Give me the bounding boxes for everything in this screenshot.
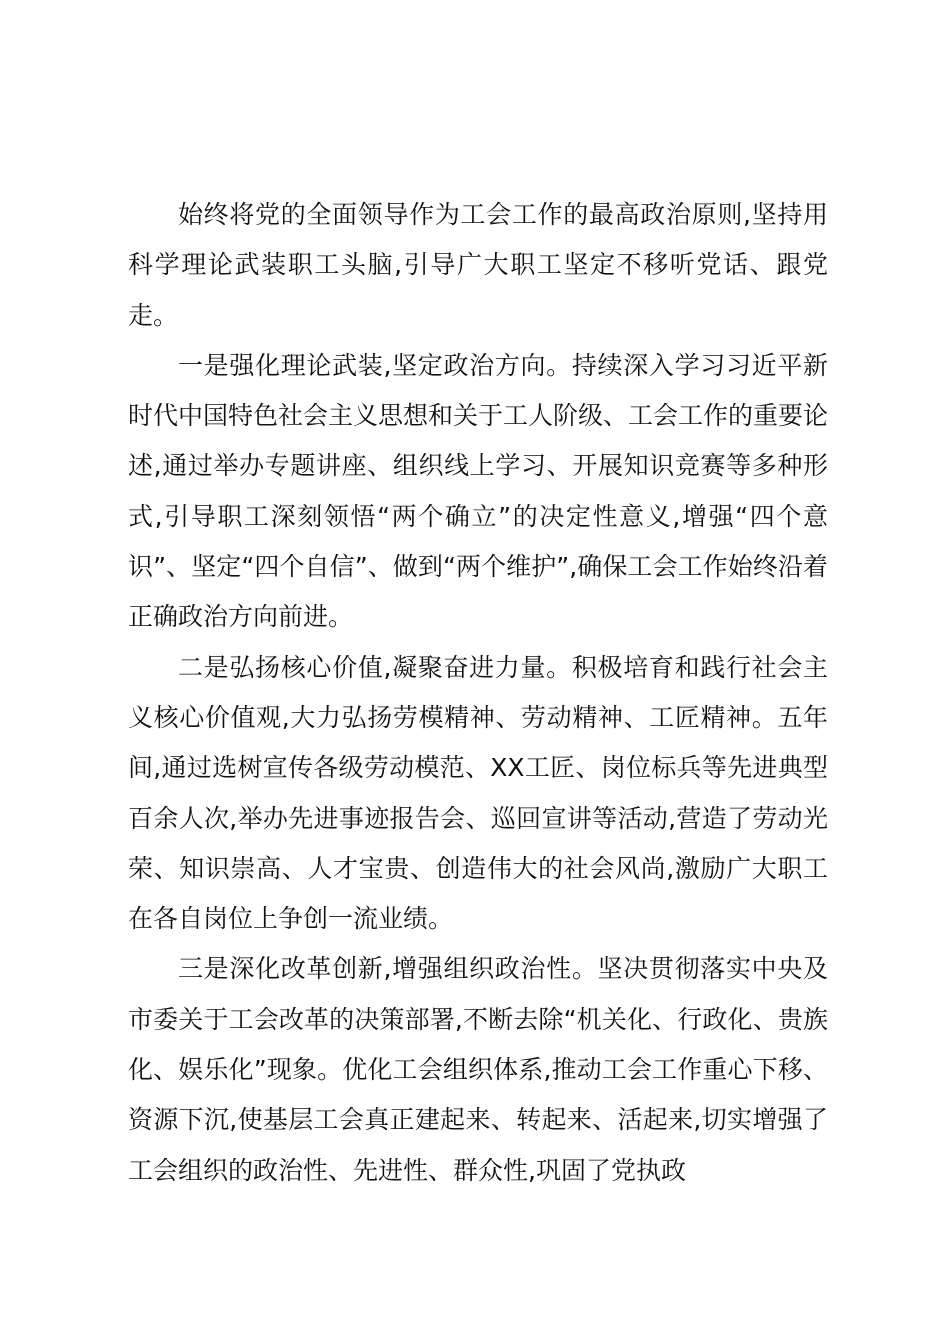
document-body xyxy=(128,190,828,1196)
paragraph-intro: 始终将党的全面领导作为工会工作的最高政治原则,坚持用科学理论武装职工头脑,引导广大职工坚定不移听党话、跟党走。 xyxy=(128,200,828,330)
paragraph-reform-innovation: 三是深化改革创新,增强组织政治性。坚决贯彻落实中央及市委关于工会改革的决策部署,不断去除“机关化、行政化、贵族化、娱乐化”现象。优化工会组织体系,推动工会工作重心下移、资源下沉,使基层工会真正建起来、转起来、活起来,切实增强了工会组织的政治性、先进性、群众性,巩固了党执政 xyxy=(128,954,828,1185)
paragraph-core-values: 二是弘扬核心价值,凝聚奋进力量。积极培育和践行社会主义核心价值观,大力弘扬劳模精神、劳动精神、工匠精神。五年间,通过选树宣传各级劳动模范、XX工匠、岗位标兵等先进典型百余人次,举办先进事迹报告会、巡回宣讲等活动,营造了劳动光荣、知识崇高、人才宝贵、创造伟大的社会风尚,激励广大职工在各自岗位上争创一流业绩。 xyxy=(128,652,828,934)
paragraph-theory-armament: 一是强化理论武装,坚定政治方向。持续深入学习习近平新时代中国特色社会主义思想和关于工人阶级、工会工作的重要论述,通过举办专题讲座、组织线上学习、开展知识竞赛等多种形式,引导职工深刻领悟“两个确立”的决定性意义,增强“四个意识”、坚定“四个自信”、做到“两个维护”,确保工会工作始终沿着正确政治方向前进。 xyxy=(128,350,829,632)
